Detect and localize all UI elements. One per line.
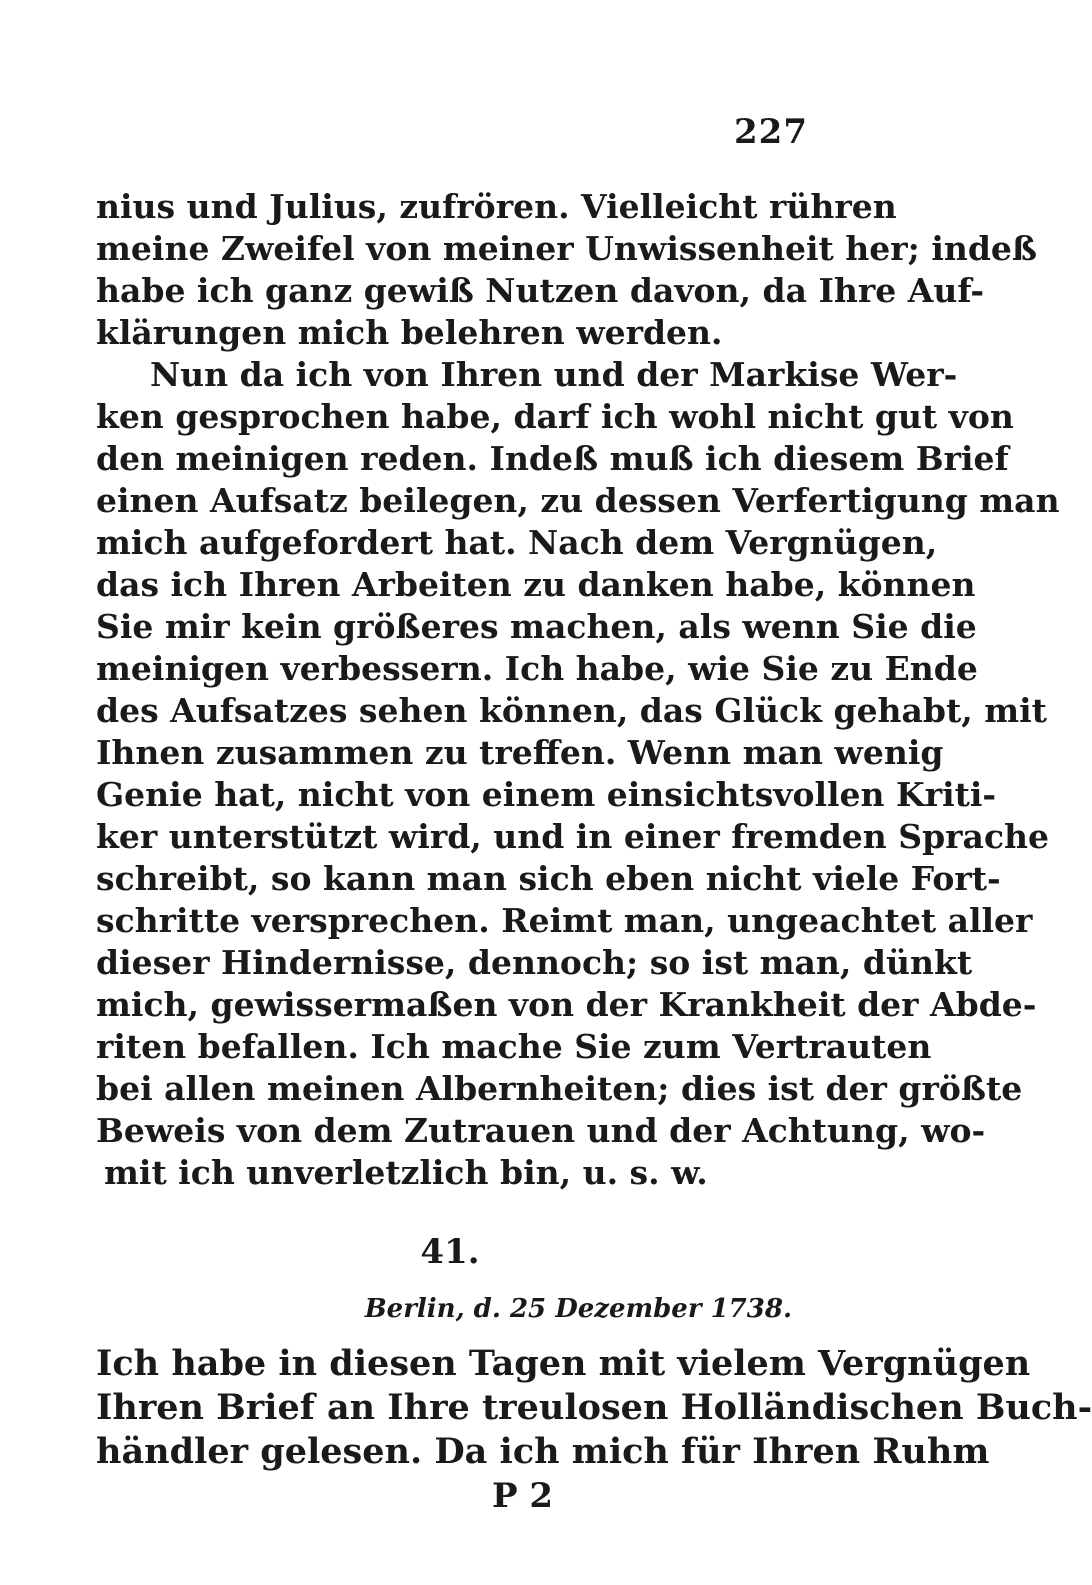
text-line: händler gelesen. Da ich mich für Ihren Ruhm — [96, 1431, 990, 1472]
text-line: meine Zweifel von meiner Unwissenheit her; indeß — [96, 229, 1037, 268]
text-line: dieser Hindernisse, dennoch; so ist man, dünkt — [96, 943, 973, 982]
text-line: Beweis von dem Zutrauen und der Achtung, wo- — [96, 1111, 986, 1150]
text-line: Ihren Brief an Ihre treulosen Holländischen Buch- — [96, 1387, 1092, 1428]
text-line: das ich Ihren Arbeiten zu danken habe, können — [96, 565, 976, 604]
text-line: mich, gewissermaßen von der Krankheit der Abde- — [96, 985, 1037, 1024]
text-line: einen Aufsatz beilegen, zu dessen Verfertigung man — [96, 481, 1060, 520]
text-line: nius und Julius, zufrören. Vielleicht rühren — [96, 187, 897, 226]
letter-number: 41. — [420, 1232, 480, 1272]
text-line: Ich habe in diesen Tagen mit vielem Vergnügen — [96, 1343, 1031, 1384]
signature-mark: P 2 — [492, 1476, 554, 1516]
text-line: des Aufsatzes sehen können, das Glück gehabt, mit — [96, 691, 1047, 730]
dateline: Berlin, d. 25 Dezember 1738. — [364, 1294, 792, 1324]
text-line: mit ich unverletzlich bin, u. s. w. — [104, 1153, 708, 1192]
text-line: meinigen verbessern. Ich habe, wie Sie zu Ende — [96, 649, 978, 688]
text-line: klärungen mich belehren werden. — [96, 313, 723, 352]
text-line: Genie hat, nicht von einem einsichtsvollen Kriti- — [96, 775, 997, 814]
text-line: den meinigen reden. Indeß muß ich diesem Brief — [96, 439, 1009, 478]
text-line: Nun da ich von Ihren und der Markise Wer- — [150, 355, 958, 394]
text-line: mich aufgefordert hat. Nach dem Vergnügen, — [96, 523, 938, 562]
text-line: Sie mir kein größeres machen, als wenn Sie die — [96, 607, 977, 646]
page-number: 227 — [734, 112, 808, 152]
text-line: bei allen meinen Albernheiten; dies ist der größte — [96, 1069, 1023, 1108]
text-line: schreibt, so kann man sich eben nicht viele Fort- — [96, 859, 1001, 898]
text-line: ker unterstützt wird, und in einer fremden Sprache — [96, 817, 1050, 856]
text-line: habe ich ganz gewiß Nutzen davon, da Ihre Auf- — [96, 271, 985, 310]
text-line: riten befallen. Ich mache Sie zum Vertrauten — [96, 1027, 932, 1066]
text-line: Ihnen zusammen zu treffen. Wenn man wenig — [96, 733, 944, 772]
text-line: schritte versprechen. Reimt man, ungeachtet aller — [96, 901, 1033, 940]
text-line: ken gesprochen habe, darf ich wohl nicht gut von — [96, 397, 1014, 436]
